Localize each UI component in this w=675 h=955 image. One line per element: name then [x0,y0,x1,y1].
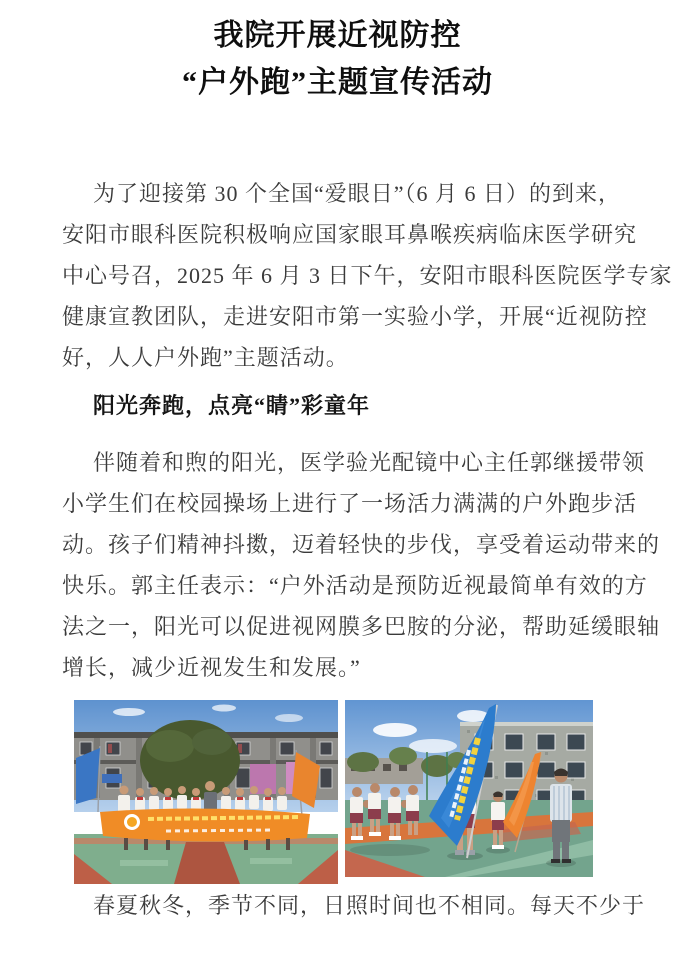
text-line: 好，人人户外跑”主题活动。 [62,345,349,370]
text-line: 伴随着和煦的阳光，医学验光配镜中心主任郭继援带领 [93,450,646,475]
text-line: 小学生们在校园操场上进行了一场活力满满的户外跑步活 [62,491,638,516]
text-line: 快乐。郭主任表示：“户外活动是预防近视最简单有效的方 [62,573,648,598]
paragraph-activity [62,442,661,688]
title-line-2: “户外跑”主题宣传活动 [182,66,493,99]
section-heading: 阳光奔跑，点亮“睛”彩童年 [93,393,371,418]
text-line: 健康宣教团队，走进安阳市第一实验小学，开展“近视防控 [62,304,648,329]
paragraph-intro [62,173,673,378]
text-line: 增长，减少近视发生和发展。” [62,655,361,680]
left-photo [74,700,338,884]
photo-row [74,700,675,884]
text-line: 春夏秋冬，季节不同，日照时间也不相同。每天不少于 [93,893,646,918]
text-line: 安阳市眼科医院积极响应国家眼耳鼻喉疾病临床医学研究 [62,222,638,247]
text-line: 为了迎接第 30 个全国“爱眼日”（6 月 6 日）的到来， [93,181,622,206]
title-line-1: 我院开展近视防控 [213,19,462,52]
blue-sign [102,774,122,783]
text-line: 法之一，阳光可以促进视网膜多巴胺的分泌，帮助延缓眼轴 [62,614,661,639]
right-photo [345,700,593,877]
text-line: 动。孩子们精神抖擞，迈着轻快的步伐，享受着运动带来的 [62,532,661,557]
paragraph-sunlight [62,885,646,926]
document-title [0,0,675,106]
text-line: 中心号召，2025 年 6 月 3 日下午，安阳市眼科医院医学专家 [62,263,673,288]
orange-banner [100,808,310,841]
